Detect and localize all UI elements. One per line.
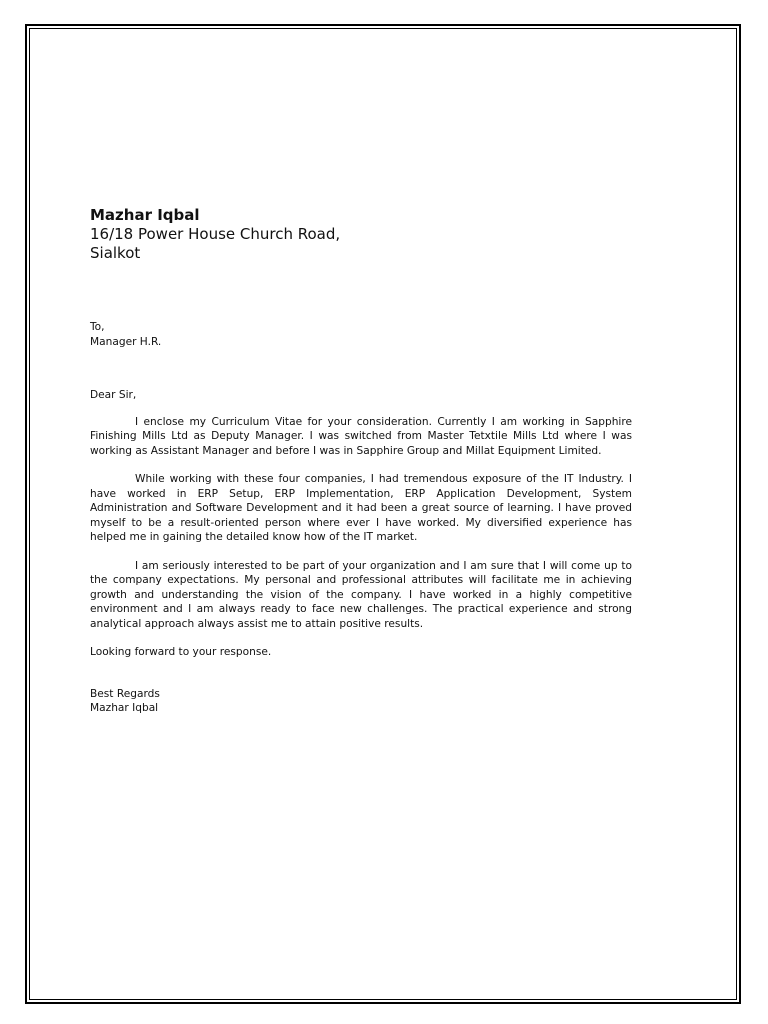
paragraph-2: While working with these four companies, I had tremendous exposure of the IT Industry. I have worked in ERP Setup, ERP Implementation, ERP Application Development, System Administration and Software Development and it had been a great source of learning. I have proved myself to be a result-oriented person where ever I have worked. My diversified experience has helped me in gaining the detailed know how of the IT market.	[90, 473, 632, 543]
recipient-block	[90, 320, 632, 349]
salutation: Dear Sir,	[90, 389, 137, 401]
signoff-regards: Best Regards	[90, 687, 160, 700]
paragraph-1: I enclose my Curriculum Vitae for your consideration. Currently I am working in Sapphire Finishing Mills Ltd as Deputy Manager. I was switched from Master Tetxtile Mills Ltd where I was working as Assistant Manager and before I was in Sapphire Group and Millat Equipment Limited.	[90, 415, 632, 457]
signoff-block	[90, 687, 632, 716]
letter-body	[90, 205, 632, 716]
sender-name: Mazhar Iqbal	[90, 206, 200, 224]
recipient-title: Manager H.R.	[90, 335, 162, 348]
recipient-to: To,	[90, 321, 105, 333]
sender-address-line1: 16/18 Power House Church Road,	[90, 225, 341, 243]
signoff-name: Mazhar Iqbal	[90, 702, 159, 714]
paragraph-3: I am seriously interested to be part of your organization and I am sure that I will come up to the company expectations. My personal and professional attributes will facilitate me in achieving growth and understanding the vision of the company. I have worked in a highly competitive environment and I am always ready to face new challenges. The practical experience and strong analytical approach always assist me to attain positive results.	[90, 559, 632, 630]
closing-line: Looking forward to your response.	[90, 646, 272, 658]
sender-address-line2: Sialkot	[90, 244, 141, 262]
